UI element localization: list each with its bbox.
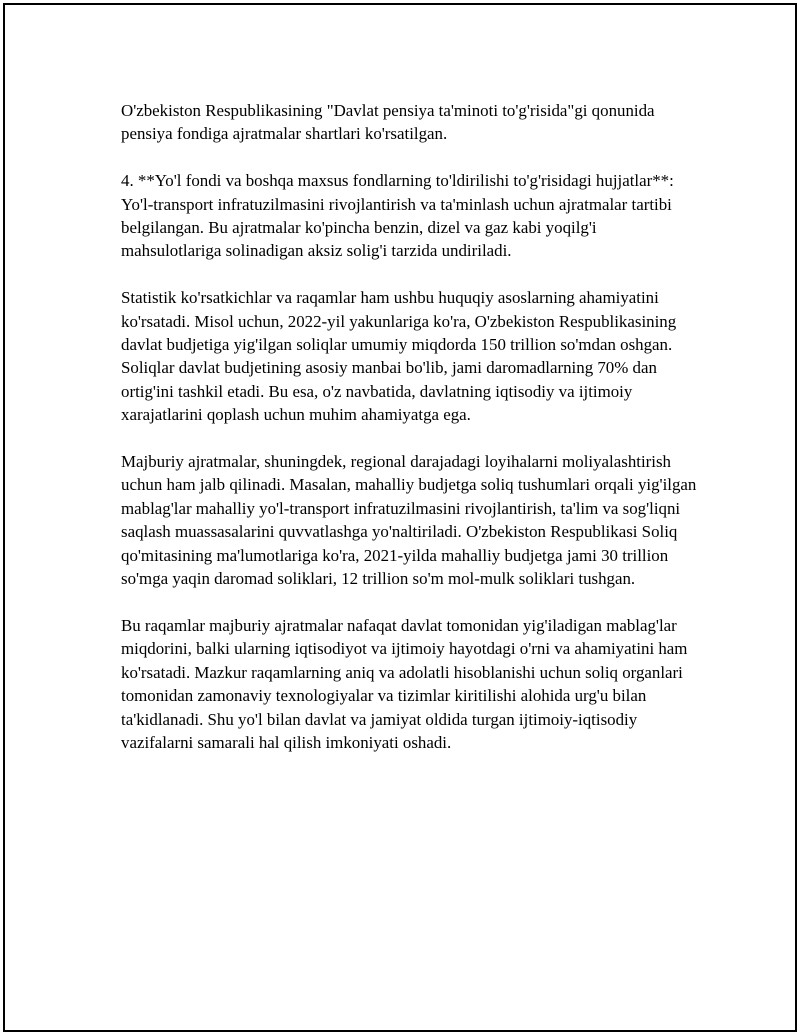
paragraph-pension-law: O'zbekiston Respublikasining "Davlat pensiya ta'minoti to'g'risida"gi qonunida pensiya fondiga ajratmalar shartlari ko'rsatilgan.	[121, 101, 655, 144]
page-frame	[3, 3, 797, 1032]
paragraph-regional-projects: Majburiy ajratmalar, shuningdek, regional darajadagi loyihalarni moliyalashtirish uchun ham jalb qilinadi. Masalan, mahalliy budjetga soliq tushumlari orqali yig'ilgan mablag'lar mahalliy yo'l-transport infratuzilmasini rivojlantirish, ta'lim va sog'liqni saqlash muassasalarini quvvatlashga yo'naltiriladi. O'zbekiston Respublikasi Soliq qo'mitasining ma'lumotlariga ko'ra, 2021-yilda mahalliy budjetga jami 30 trillion so'mga yaqin daromad soliklari, 12 trillion so'm mol-mulk soliklari tushgan.	[121, 452, 697, 589]
document-body	[121, 99, 699, 754]
paragraph-statistics: Statistik ko'rsatkichlar va raqamlar ham ushbu huquqiy asoslarning ahamiyatini ko'rsatadi. Misol uchun, 2022-yil yakunlariga ko'ra, O'zbekiston Respublikasining davlat budjetiga yig'ilgan soliqlar umumiy miqdorda 150 trillion so'mdan oshgan. Soliqlar davlat budjetining asosiy manbai bo'lib, jami daromadlarning 70% dan ortig'ini tashkil etadi. Bu esa, o'z navbatida, davlatning iqtisodiy va ijtimoiy xarajatlarini qoplash uchun muhim ahamiyatga ega.	[121, 288, 677, 425]
paragraph-road-fund: 4. **Yo'l fondi va boshqa maxsus fondlarning to'ldirilishi to'g'risidagi hujjatlar**: Yo'l-transport infratuzilmasini rivojlantirish va ta'minlash uchun ajratmalar tartibi belgilangan. Bu ajratmalar ko'pincha benzin, dizel va gaz kabi yoqilg'i mahsulotlariga solinadigan aksiz solig'i tarzida undiriladi.	[121, 171, 674, 261]
paragraph-conclusion: Bu raqamlar majburiy ajratmalar nafaqat davlat tomonidan yig'iladigan mablag'lar miqdorini, balki ularning iqtisodiyot va ijtimoiy hayotdagi o'rni va ahamiyatini ham ko'rsatadi. Mazkur raqamlarning aniq va adolatli hisoblanishi uchun soliq organlari tomonidan zamonaviy texnologiyalar va tizimlar kiritilishi alohida urg'u bilan ta'kidlanadi. Shu yo'l bilan davlat va jamiyat oldida turgan ijtimoiy-iqtisodiy vazifalarni samarali hal qilish imkoniyati oshadi.	[121, 615, 688, 752]
